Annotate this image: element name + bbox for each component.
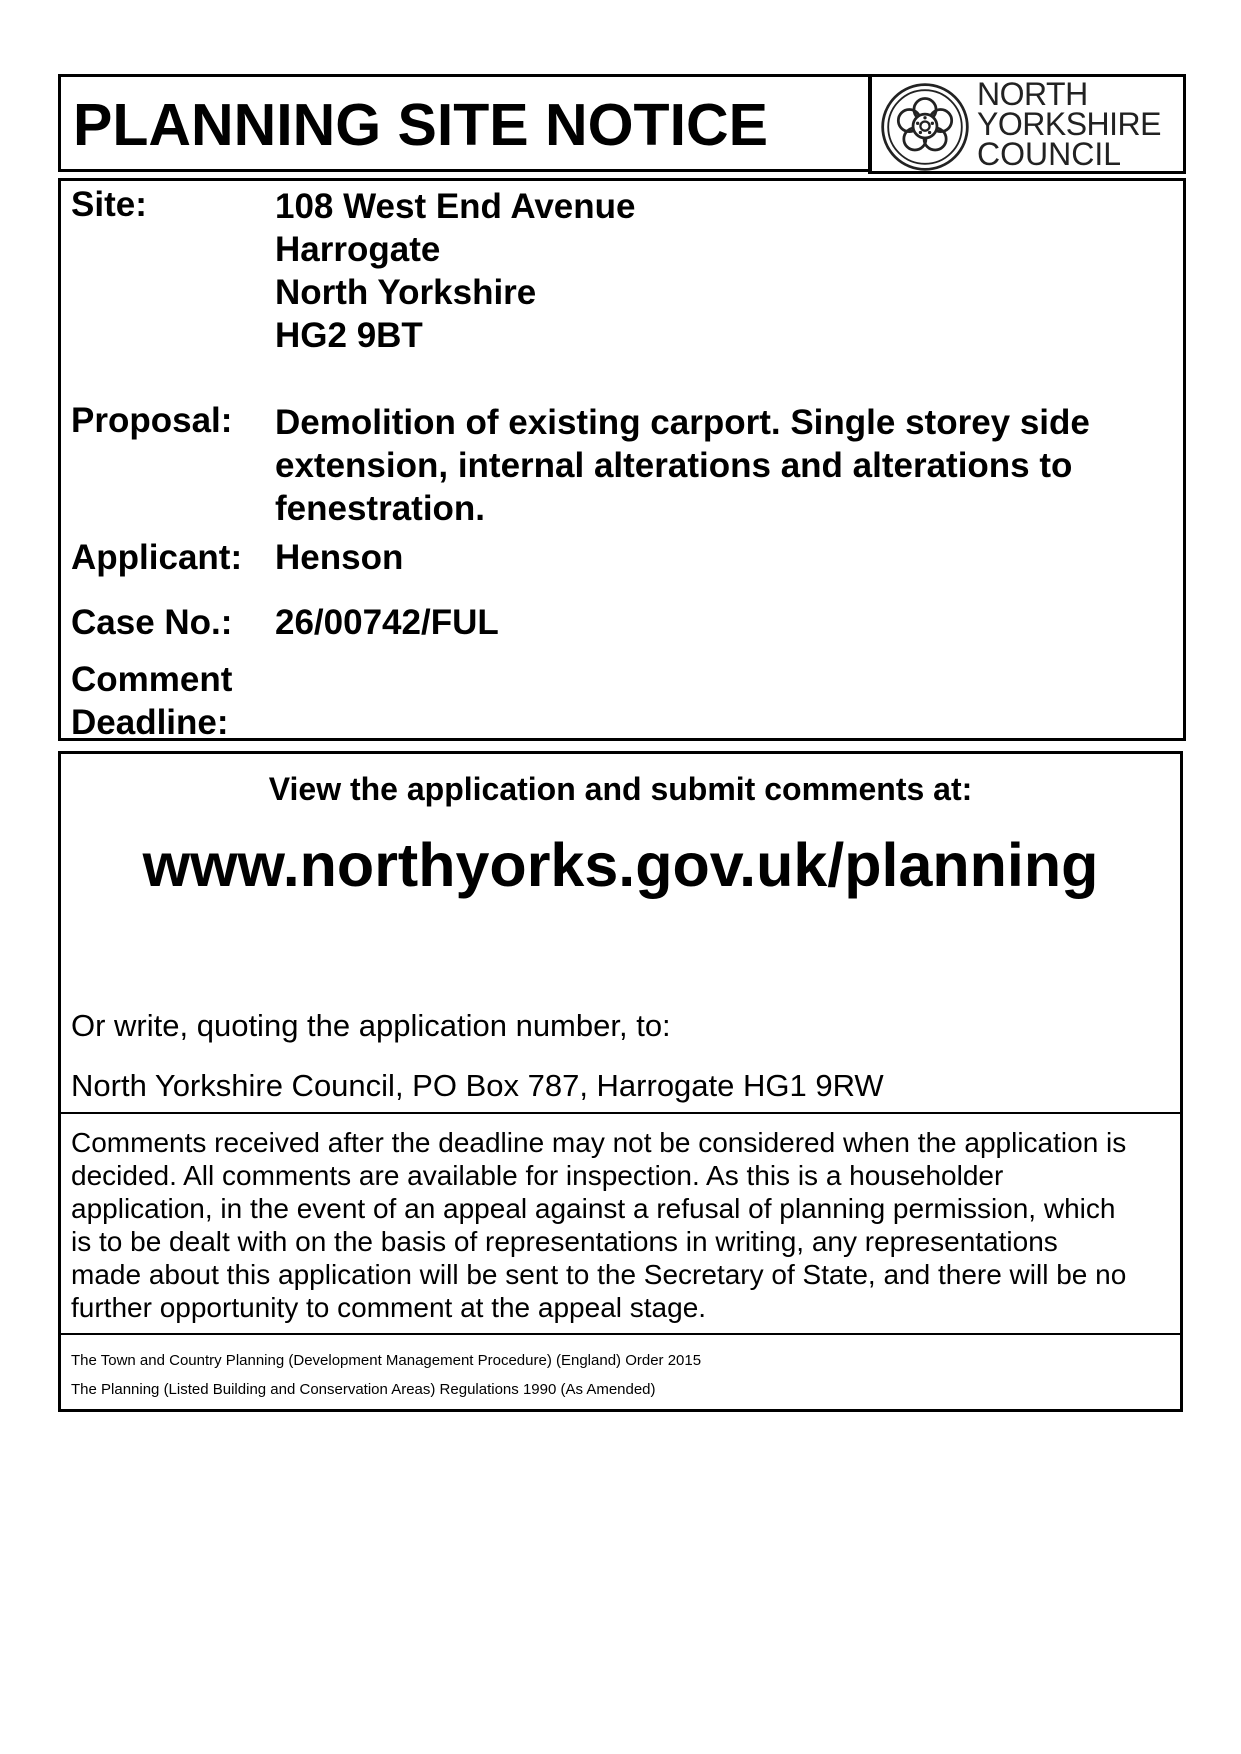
legal-reference: The Town and Country Planning (Development Management Procedure) (England) Order 2015 (71, 1352, 702, 1369)
title-box (58, 74, 872, 172)
site-label: Site: (71, 185, 147, 224)
view-application-text: View the application and submit comments at: (268, 771, 973, 807)
site-line: HG2 9BT (275, 316, 423, 355)
planning-url: www.northyorks.gov.uk/planning (142, 831, 1099, 899)
council-logo (868, 74, 1186, 174)
site-line: Harrogate (275, 230, 441, 269)
logo-line-yorkshire: YORKSHIRE (977, 106, 1161, 142)
disclaimer-line: Comments received after the deadline may not be considered when the application is (71, 1127, 1127, 1158)
case-label: Case No.: (71, 603, 233, 642)
logo-wordmark (977, 76, 1182, 172)
disclaimer-line: is to be dealt with on the basis of representations in writing, any representations (71, 1226, 1058, 1257)
logo-line-council: COUNCIL (977, 136, 1122, 172)
legal-reference: The Planning (Listed Building and Conservation Areas) Regulations 1990 (As Amended) (71, 1381, 656, 1398)
site-line: 108 West End Avenue (275, 187, 636, 226)
disclaimer-text (71, 1126, 1171, 1324)
divider (61, 1333, 1180, 1335)
info-box (58, 751, 1183, 1412)
divider (61, 1112, 1180, 1114)
details-box (58, 178, 1186, 741)
disclaimer-line: made about this application will be sent to the Secretary of State, and there will be no (71, 1259, 1127, 1290)
deadline-label-line: Deadline: (71, 703, 229, 742)
write-instruction: Or write, quoting the application number, to: (71, 1008, 671, 1043)
disclaimer-line: decided. All comments are available for inspection. As this is a householder (71, 1160, 1004, 1191)
case-number: 26/00742/FUL (275, 603, 499, 642)
site-line: North Yorkshire (275, 273, 537, 312)
proposal-line: extension, internal alterations and alterations to (275, 446, 1073, 485)
applicant-label: Applicant: (71, 538, 243, 577)
applicant-name: Henson (275, 538, 404, 577)
proposal-label: Proposal: (71, 401, 233, 440)
disclaimer-line: application, in the event of an appeal against a refusal of planning permission, which (71, 1193, 1116, 1224)
disclaimer-line: further opportunity to comment at the appeal stage. (71, 1292, 707, 1323)
proposal-line: Demolition of existing carport. Single storey side (275, 403, 1090, 442)
proposal-line: fenestration. (275, 489, 486, 528)
logo-line-north: NORTH (977, 76, 1088, 112)
postal-address: North Yorkshire Council, PO Box 787, Harrogate HG1 9RW (71, 1068, 884, 1103)
yorkshire-rose-icon (879, 81, 971, 173)
site-address (275, 185, 636, 357)
deadline-label-line: Comment (71, 660, 233, 699)
page-title: PLANNING SITE NOTICE (73, 92, 768, 158)
deadline-label (71, 658, 232, 744)
proposal-text (275, 401, 1090, 530)
